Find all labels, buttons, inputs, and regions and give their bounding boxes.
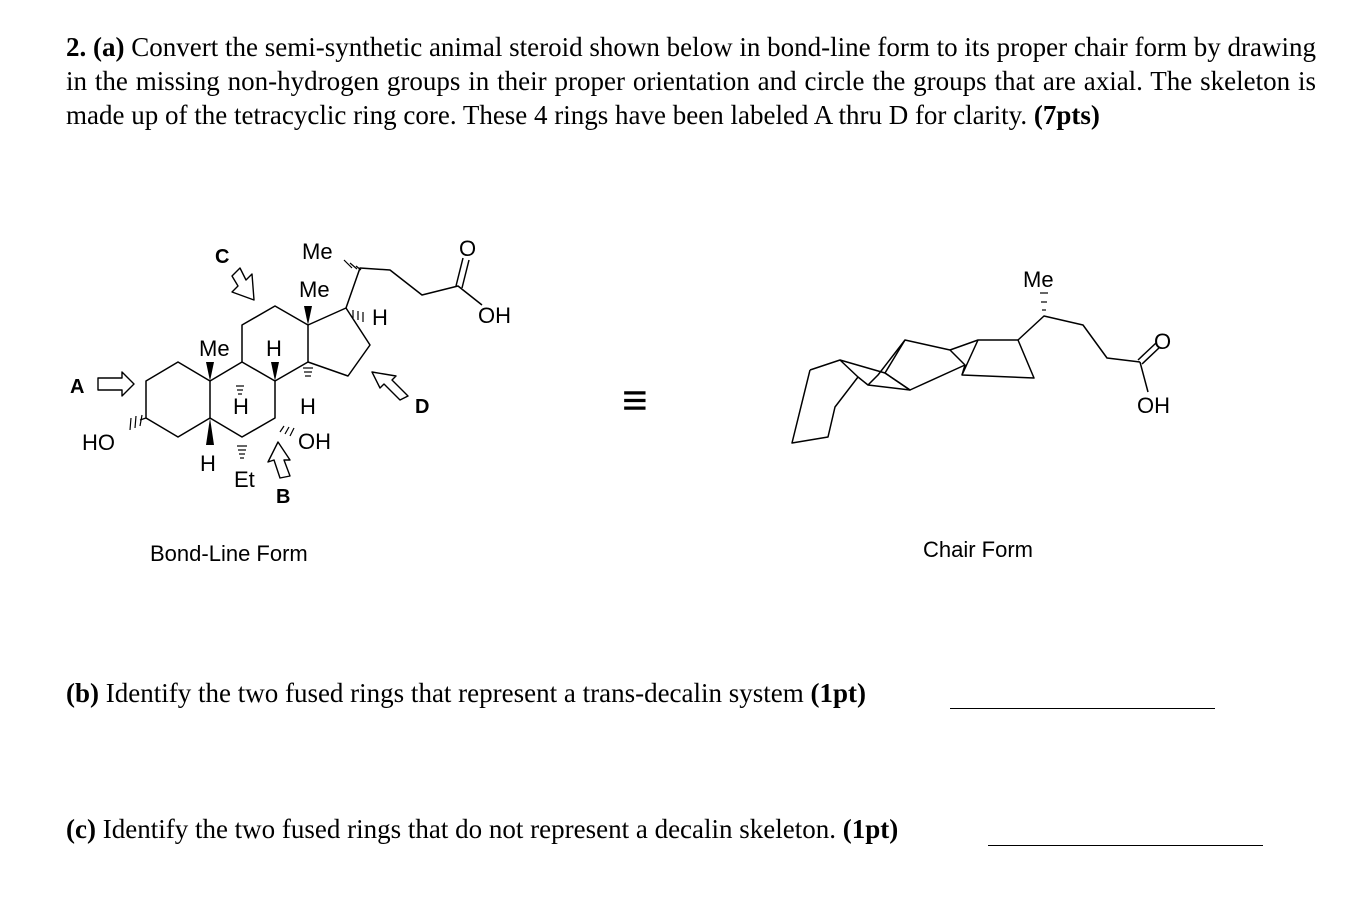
part-b-text: Identify the two fused rings that represent a trans-decalin system bbox=[99, 678, 811, 708]
acid-oh-label: OH bbox=[478, 303, 511, 328]
part-c-points: (1pt) bbox=[842, 814, 899, 844]
chair-side-chain bbox=[1018, 316, 1140, 362]
h-ab-mid-label: H bbox=[233, 394, 249, 419]
chair-me-hash bbox=[1040, 293, 1048, 310]
carbonyl-bond-1 bbox=[456, 258, 463, 286]
me-cd-label: Me bbox=[299, 277, 330, 302]
chair-me-label: Me bbox=[1023, 267, 1054, 292]
ring-label-b: B bbox=[276, 486, 291, 508]
part-a-label: (a) bbox=[93, 32, 125, 62]
part-a-text: Convert the semi-synthetic animal steroid shown below in bond-line form to its proper chair form by drawing in the missing non-hydrogen groups in their proper orientation and circle the groups that are axial. The skeleton is made up of the tetracyclic ring core. These 4 rings have been labeled A thru D for clarity. bbox=[66, 32, 1317, 130]
ring-a bbox=[146, 362, 210, 437]
me-side-label: Me bbox=[302, 239, 333, 264]
chair-acid-oh-bond bbox=[1140, 362, 1148, 392]
chair-o-label: O bbox=[1154, 329, 1172, 354]
ho-label: HO bbox=[82, 430, 115, 455]
et-label: Et bbox=[234, 467, 255, 492]
bond-line-caption: Bond-Line Form bbox=[150, 541, 308, 566]
side-chain bbox=[346, 268, 482, 308]
part-c-text: Identify the two fused rings that do not represent a decalin skeleton. bbox=[95, 814, 843, 844]
part-b-label: (b) bbox=[66, 678, 99, 708]
h-cd-mid-label: H bbox=[300, 394, 316, 419]
solid-wedges bbox=[206, 306, 312, 445]
ring-arrows bbox=[98, 268, 408, 478]
ring-label-d: D bbox=[415, 396, 430, 418]
chair-bond-bc bbox=[885, 340, 905, 373]
equivalence-sign: ≡ bbox=[622, 376, 648, 425]
ring-label-a: A bbox=[70, 376, 85, 398]
carbonyl-o-label: O bbox=[459, 236, 477, 261]
bond-line-labels bbox=[70, 236, 511, 566]
part-c-label: (c) bbox=[66, 814, 96, 844]
chair-ring-b bbox=[840, 360, 910, 390]
chair-oh-label: OH bbox=[1137, 393, 1170, 418]
chair-caption: Chair Form bbox=[923, 537, 1034, 562]
h-bottom-label: H bbox=[200, 451, 216, 476]
arrow-b bbox=[268, 442, 290, 478]
arrow-d bbox=[372, 372, 408, 400]
chair-labels bbox=[923, 267, 1171, 562]
chair-ring-a bbox=[792, 360, 858, 443]
ring-label-c: C bbox=[215, 246, 230, 268]
oh-b-label: OH bbox=[298, 429, 331, 454]
chair-structure bbox=[792, 316, 1160, 443]
ring-d bbox=[308, 308, 370, 376]
arrow-c bbox=[232, 268, 254, 300]
h-d-label: H bbox=[372, 305, 388, 330]
carbonyl-bond-2 bbox=[462, 260, 469, 288]
chair-ring-c bbox=[868, 340, 965, 390]
h-ab-top-label: H bbox=[266, 336, 282, 361]
me-ab-label: Me bbox=[199, 336, 230, 361]
arrow-a bbox=[98, 372, 134, 396]
part-b-points: (1pt) bbox=[810, 678, 867, 708]
question-number: 2. bbox=[66, 32, 87, 62]
part-a-points: (7pts) bbox=[1033, 100, 1100, 130]
